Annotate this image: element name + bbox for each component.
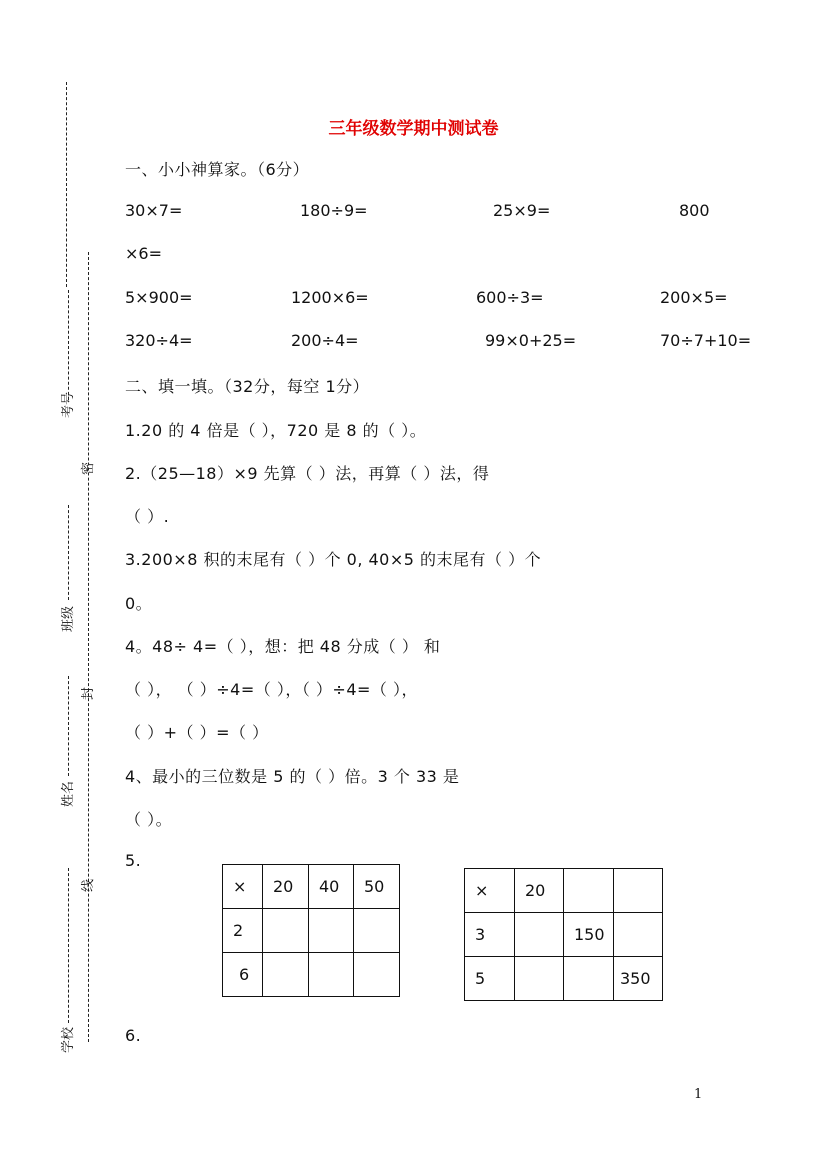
binding-line-outer-top — [66, 82, 67, 287]
question-6-number: 5. — [125, 851, 142, 870]
seal-char-feng: 封 — [81, 686, 97, 701]
exam-no-label: 考号 — [61, 391, 76, 418]
question-1: 1.20 的 4 倍是（ ），720 是 8 的（ ）。 — [125, 421, 427, 440]
page-number: 1 — [694, 1087, 703, 1102]
calc-2-4: 200×5= — [660, 288, 728, 307]
binding-line-inner — [88, 252, 89, 1042]
calc-3-4: 70÷7+10= — [660, 331, 752, 350]
section-1-heading: 一、小小神算家。（6分） — [125, 160, 310, 179]
question-2-line-2: （ ）. — [125, 507, 170, 526]
exam-title: 三年级数学期中测试卷 — [328, 119, 499, 139]
multiplication-table-1 — [222, 864, 400, 997]
table-cell: 20 — [515, 869, 564, 913]
class-label: 班级 — [61, 605, 76, 632]
question-7-number: 6. — [125, 1026, 142, 1045]
calc-3-1: 320÷4= — [125, 331, 193, 350]
table-cell[interactable] — [564, 957, 614, 1001]
table-cell[interactable] — [515, 957, 564, 1001]
table-cell[interactable] — [354, 953, 400, 997]
exam-no-blank — [68, 290, 69, 400]
table-cell[interactable] — [614, 913, 663, 957]
table-cell[interactable] — [263, 909, 309, 953]
section-2-heading: 二、填一填。（32分，每空 1分） — [125, 377, 370, 396]
seal-char-mi: 密 — [81, 461, 97, 476]
school-label: 学校 — [61, 1026, 76, 1053]
table-cell: 40 — [309, 865, 354, 909]
question-4-line-1: 4。48÷ 4=（ ），想：把 48 分成（ ） 和 — [125, 637, 441, 656]
calc-1-2: 180÷9= — [300, 201, 368, 220]
table-cell: 3 — [465, 913, 515, 957]
table-cell: 20 — [263, 865, 309, 909]
table-cell[interactable] — [354, 909, 400, 953]
table-cell[interactable] — [309, 953, 354, 997]
question-5-line-1: 4、最小的三位数是 5 的（ ）倍。3 个 33 是 — [125, 767, 460, 786]
table-cell: 5 — [465, 957, 515, 1001]
table-cell: 350 — [614, 957, 663, 1001]
table-cell: 2 — [223, 909, 263, 953]
class-blank — [68, 505, 69, 600]
question-5-line-2: （ ）。 — [125, 810, 173, 829]
question-3-line-2: 0。 — [125, 594, 153, 613]
table-cell: 150 — [564, 913, 614, 957]
calc-2-2: 1200×6= — [291, 288, 369, 307]
calc-1-1: 30×7= — [125, 201, 183, 220]
table-cell: × — [465, 869, 515, 913]
table-cell: 50 — [354, 865, 400, 909]
school-blank — [68, 868, 69, 1023]
calc-2-3: 600÷3= — [476, 288, 544, 307]
table-cell[interactable] — [515, 913, 564, 957]
calc-3-3: 99×0+25= — [485, 331, 577, 350]
seal-char-xian: 线 — [81, 878, 97, 893]
name-blank — [68, 676, 69, 776]
table-cell[interactable] — [263, 953, 309, 997]
question-4-line-2: （ ）， （ ）÷4=（ ），（ ）÷4=（ ）， — [125, 680, 419, 699]
multiplication-table-2 — [464, 868, 663, 1001]
table-cell[interactable] — [309, 909, 354, 953]
question-2-line-1: 2.（25—18）×9 先算（ ）法，再算（ ）法，得 — [125, 464, 490, 483]
calc-1-3: 25×9= — [493, 201, 551, 220]
calc-2-1: 5×900= — [125, 288, 193, 307]
calc-1-4: 800 — [679, 201, 710, 220]
table-cell: × — [223, 865, 263, 909]
calc-3-2: 200÷4= — [291, 331, 359, 350]
name-label: 姓名 — [61, 780, 76, 807]
question-4-line-3: （ ）+（ ）=（ ） — [125, 723, 269, 742]
table-cell[interactable] — [614, 869, 663, 913]
table-cell: 6 — [223, 953, 263, 997]
table-cell[interactable] — [564, 869, 614, 913]
calc-1-4-wrap: ×6= — [125, 244, 162, 263]
question-3-line-1: 3.200×8 积的末尾有（ ）个 0, 40×5 的末尾有（ ）个 — [125, 550, 542, 569]
